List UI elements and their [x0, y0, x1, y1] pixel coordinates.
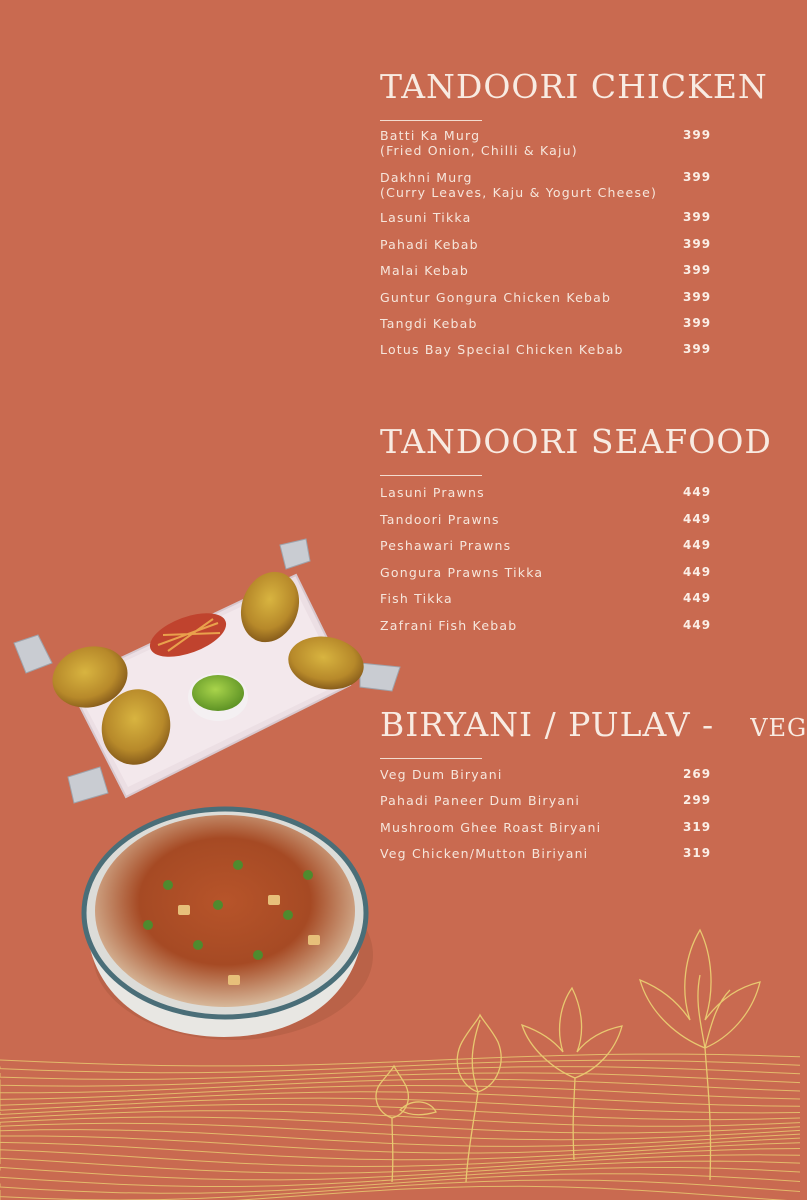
lotus-stem-large [705, 1048, 711, 1180]
menu-item [380, 512, 720, 527]
menu-item [380, 565, 720, 580]
menu-item-name: Gongura Prawns Tikka [380, 565, 544, 580]
menu-item-price: 319 [683, 846, 712, 860]
menu-item-price: 399 [683, 237, 712, 251]
section-divider [380, 120, 482, 121]
menu-item-name: Tangdi Kebab [380, 316, 478, 331]
menu-section-1 [380, 67, 780, 357]
menu-item-price: 399 [683, 263, 712, 277]
menu-item [380, 485, 720, 500]
decorative-wave-line [0, 1155, 800, 1173]
lotus-flower-mid [522, 988, 622, 1078]
menu-item-price: 449 [683, 591, 712, 605]
menu-item-price: 449 [683, 485, 712, 499]
menu-item [380, 538, 720, 553]
menu-item-price: 449 [683, 618, 712, 632]
menu-item [380, 170, 720, 200]
menu-item [380, 342, 720, 357]
menu-item-price: 399 [683, 290, 712, 304]
menu-item-name: Malai Kebab [380, 263, 470, 278]
decorative-wave-line [0, 1149, 800, 1167]
menu-item [380, 767, 720, 782]
section-title-suffix: VEG [750, 714, 807, 742]
section-title-text: TANDOORI CHICKEN [380, 67, 768, 106]
section-title [380, 67, 780, 106]
section-divider [380, 758, 482, 759]
menu-item [380, 618, 720, 633]
menu-item-name: Dakhni Murg [380, 170, 473, 185]
menu-item [380, 820, 720, 835]
menu-item-name: Guntur Gongura Chicken Kebab [380, 290, 612, 305]
section-title-text: BIRYANI / PULAV - [380, 705, 715, 744]
menu-item-price: 449 [683, 512, 712, 526]
menu-item-name: Mushroom Ghee Roast Biryani [380, 820, 602, 835]
section-divider [380, 475, 482, 476]
menu-item-price: 299 [683, 793, 712, 807]
menu-item-name: Batti Ka Murg [380, 128, 481, 143]
menu-item-price: 449 [683, 538, 712, 552]
menu-item-price: 449 [683, 565, 712, 579]
decorative-wave-line [0, 1136, 800, 1153]
decorative-wave-line [0, 1054, 800, 1066]
menu-item [380, 128, 720, 158]
decorative-wave-line [0, 1111, 800, 1126]
menu-item [380, 237, 720, 252]
section-title [380, 705, 807, 744]
menu-item [380, 793, 720, 808]
decorative-wave-line [0, 1161, 800, 1180]
menu-item [380, 210, 720, 225]
menu-item [380, 263, 720, 278]
menu-item [380, 591, 720, 606]
menu-item-price: 399 [683, 316, 712, 330]
menu-section-2 [380, 422, 780, 633]
menu-item [380, 290, 720, 305]
menu-item-name: Lotus Bay Special Chicken Kebab [380, 342, 624, 357]
lotus-stem-mid [573, 1078, 575, 1160]
menu-item-price: 319 [683, 820, 712, 834]
menu-item-price: 399 [683, 170, 712, 184]
lotus-flower-large [640, 930, 760, 1048]
menu-item-price: 399 [683, 342, 712, 356]
section-title [380, 422, 780, 461]
menu-item-name: Veg Dum Biryani [380, 767, 503, 782]
lotus-bud [457, 1015, 501, 1092]
menu-item [380, 846, 720, 861]
menu-item-name: Zafrani Fish Kebab [380, 618, 518, 633]
tandoori-chicken-plate-photo [8, 535, 408, 810]
menu-item-price: 399 [683, 128, 712, 142]
menu-item-price: 269 [683, 767, 712, 781]
section-title-text: TANDOORI SEAFOOD [380, 422, 772, 461]
menu-item-name: Tandoori Prawns [380, 512, 500, 527]
menu-item-name: Peshawari Prawns [380, 538, 512, 553]
menu-item-description: (Curry Leaves, Kaju & Yogurt Cheese) [380, 185, 658, 200]
menu-item [380, 316, 720, 331]
menu-item-name: Fish Tikka [380, 591, 453, 606]
menu-item-name: Lasuni Prawns [380, 485, 485, 500]
menu-item-name: Pahadi Paneer Dum Biryani [380, 793, 580, 808]
biryani-bowl-photo [78, 805, 373, 1045]
menu-section-3 [380, 705, 807, 861]
menu-item-name: Pahadi Kebab [380, 237, 479, 252]
menu-item-description: (Fried Onion, Chilli & Kaju) [380, 143, 578, 158]
menu-item-name: Veg Chicken/Mutton Biriyani [380, 846, 589, 861]
menu-item-name: Lasuni Tikka [380, 210, 472, 225]
menu-item-price: 399 [683, 210, 712, 224]
